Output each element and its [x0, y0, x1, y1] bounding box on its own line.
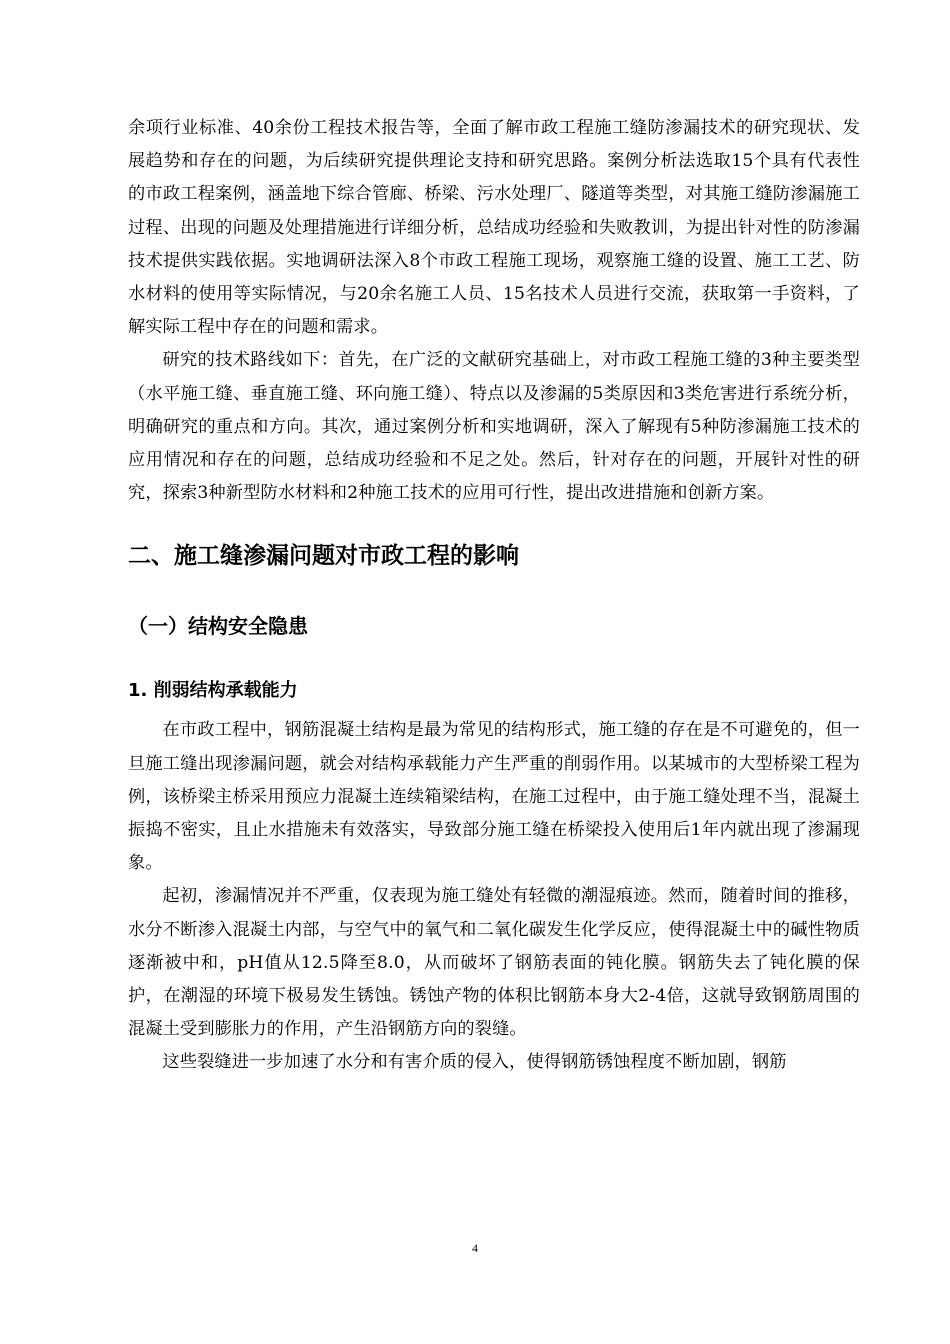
subsubsection-heading: 1. 削弱结构承载能力	[128, 680, 298, 702]
body-paragraph-bridge-case: 在市政工程中，钢筋混凝土结构是最为常见的结构形式，施工缝的存在是不可避免的，但一旦施工缝出现渗漏问题，就会对结构承载能力产生严重的削弱作用。以某城市的大型桥梁工程为例，该桥梁主桥采用预应力混凝土连续箱梁结构，在施工过程中，由于施工缝处理不当，混凝土振捣不密实，且止水措施未有效落实，导致部分施工缝在桥梁投入使用后1年内就出现了渗漏现象。	[128, 720, 860, 874]
body-paragraph-corrosion: 起初，渗漏情况并不严重，仅表现为施工缝处有轻微的潮湿痕迹。然而，随着时间的推移，水分不断渗入混凝土内部，与空气中的氧气和二氧化碳发生化学反应，使得混凝土中的碱性物质逐渐被中和，pH值从12.5降至8.0，从而破坏了钢筋表面的钝化膜。钢筋失去了钝化膜的保护，在潮湿的环境下极易发生锈蚀。锈蚀产物的体积比钢筋本身大2-4倍，这就导致钢筋周围的混凝土受到膨胀力的作用，产生沿钢筋方向的裂缝。	[128, 886, 860, 1040]
body-paragraph-cracks: 这些裂缝进一步加速了水分和有害介质的侵入，使得钢筋锈蚀程度不断加剧，钢筋	[162, 1052, 787, 1073]
page-body	[128, 112, 860, 1080]
body-paragraph-methods: 余项行业标准、40余份工程技术报告等，全面了解市政工程施工缝防渗漏技术的研究现状、发展趋势和存在的问题，为后续研究提供理论支持和研究思路。案例分析法选取15个具有代表性的市政工程案例，涵盖地下综合管廊、桥梁、污水处理厂、隧道等类型，对其施工缝防渗漏施工过程、出现的问题及处理措施进行详细分析，总结成功经验和失败教训，为提出针对性的防渗漏技术提供实践依据。实地调研法深入8个市政工程施工现场，观察施工缝的设置、施工工艺、防水材料的使用等实际情况，与20余名施工人员、15名技术人员进行交流，获取第一手资料，了解实际工程中存在的问题和需求。	[128, 118, 860, 338]
subsection-heading: （一）结构安全隐患	[128, 614, 308, 639]
page-number: 4	[472, 1241, 478, 1255]
body-paragraph-technical-route: 研究的技术路线如下：首先，在广泛的文献研究基础上，对市政工程施工缝的3种主要类型（水平施工缝、垂直施工缝、环向施工缝）、特点以及渗漏的5类原因和3类危害进行系统分析，明确研究的重点和方向。其次，通过案例分析和实地调研，深入了解现有5种防渗漏施工技术的应用情况和存在的问题，总结成功经验和不足之处。然后，针对存在的问题，开展针对性的研究，探索3种新型防水材料和2种施工技术的应用可行性，提出改进措施和创新方案。	[128, 350, 860, 504]
section-heading: 二、施工缝渗漏问题对市政工程的影响	[128, 543, 519, 570]
